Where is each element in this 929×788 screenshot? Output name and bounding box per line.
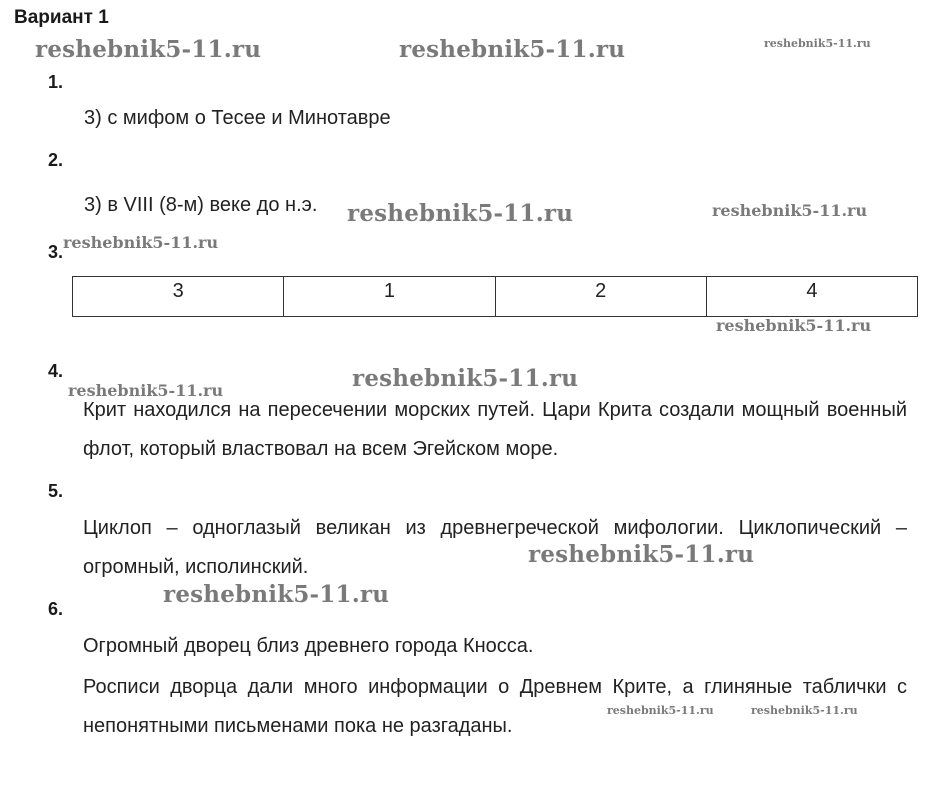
watermark: reshebnik5-11.ru (35, 36, 262, 63)
watermark: reshebnik5-11.ru (716, 316, 872, 335)
watermark: reshebnik5-11.ru (347, 200, 574, 227)
watermark: reshebnik5-11.ru (607, 704, 714, 717)
table-cell: 4 (706, 277, 917, 317)
answer-1: 3) с мифом о Тесее и Минотавре (84, 107, 391, 129)
question-number-5: 5. (48, 481, 64, 501)
watermark: reshebnik5-11.ru (764, 37, 871, 50)
table-cell: 2 (495, 277, 706, 317)
watermark: reshebnik5-11.ru (68, 381, 224, 400)
question-number-4: 4. (48, 361, 64, 381)
question-number-6: 6. (48, 599, 64, 619)
answer-6-line-2: Росписи дворца дали много информации о Древнем Крите, а глиняные таблички с непонятными письменами пока не разгаданы. (83, 676, 907, 737)
question-number-2: 2. (48, 150, 64, 170)
table-cell: 1 (284, 277, 495, 317)
watermark: reshebnik5-11.ru (528, 541, 755, 568)
watermark: reshebnik5-11.ru (352, 365, 579, 392)
answer-6-line-1: Огромный дворец близ древнего города Кносса. (83, 635, 534, 657)
question-number-3: 3. (48, 242, 64, 262)
watermark: reshebnik5-11.ru (163, 581, 390, 608)
answer-4: Крит находился на пересечении морских путей. Цари Крита создали мощный военный флот, который властвовал на всем Эгейском море. (83, 399, 907, 460)
answer-2: 3) в VIII (8-м) веке до н.э. (84, 194, 318, 216)
question-number-1: 1. (48, 72, 64, 92)
watermark: reshebnik5-11.ru (712, 201, 868, 220)
page-title: Вариант 1 (14, 7, 109, 28)
table-row (73, 277, 918, 317)
watermark: reshebnik5-11.ru (63, 233, 219, 252)
answer-table (72, 276, 918, 317)
answer-5: Циклоп – одноглазый великан из древнегреческой мифологии. Циклопический – огромный, исполинский. (83, 517, 907, 578)
watermark: reshebnik5-11.ru (399, 36, 626, 63)
watermark: reshebnik5-11.ru (751, 704, 858, 717)
table-cell: 3 (73, 277, 284, 317)
